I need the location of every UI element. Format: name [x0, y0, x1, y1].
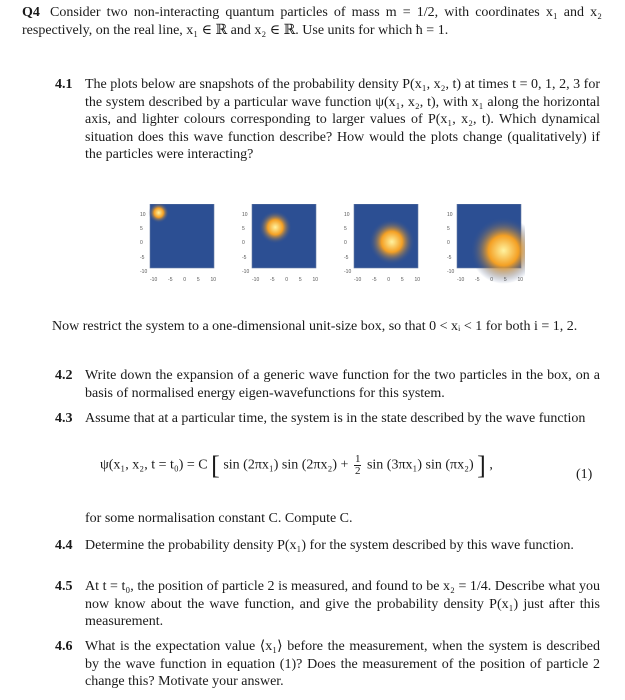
part-4-2	[55, 367, 600, 402]
probability-peak	[259, 211, 292, 244]
part-number: 4.4	[55, 538, 73, 553]
question-intro-text: Consider two non-interacting quantum particles of mass m = 1/2, with coordinates x₁ and x₂ respectively, on the real line, x₁ ∈ ℝ and x₂ ∈ ℝ. Use units for which ħ = 1.	[22, 5, 602, 38]
part-4-4	[55, 537, 600, 555]
bracket-close: ]	[477, 450, 486, 480]
x-tick-label: -5	[475, 277, 480, 283]
y-tick-label: 10	[140, 212, 146, 218]
x-tick-label: 0	[490, 277, 494, 283]
x-tick-label: -5	[168, 277, 173, 283]
y-tick-label: 10	[447, 212, 453, 218]
y-tick-label: -5	[447, 255, 452, 261]
density-plot-t3	[445, 204, 525, 314]
x-tick-label: -10	[252, 277, 260, 283]
y-tick-label: 5	[344, 226, 347, 232]
x-tick-label: -10	[150, 277, 158, 283]
part-text: Assume that at a particular time, the system is in the state described by the wave function	[85, 411, 586, 426]
bracket-open: [	[211, 450, 220, 480]
y-tick-label: -5	[344, 255, 349, 261]
part-text: Determine the probability density P(x₁) for the system described by this wave function.	[85, 538, 574, 553]
equation-term2: sin (3πx₁) sin (πx₂)	[366, 457, 474, 473]
equation-after-text: for some normalisation constant C. Compute C.	[85, 511, 353, 526]
y-tick-label: 0	[344, 240, 347, 246]
x-tick-label: 10	[312, 277, 318, 283]
equation-after	[85, 510, 600, 528]
x-tick-label: -10	[457, 277, 465, 283]
density-plot-t2	[342, 204, 422, 314]
y-tick-label: 0	[447, 240, 450, 246]
x-tick-label: 0	[387, 277, 391, 283]
x-tick-labels	[457, 272, 523, 290]
part-text: What is the expectation value ⟨x₁⟩ before the measurement, when the system is described by the wave function in equation (1)? Does the measurement of the position of particle 2 change this? Motivate your answer.	[85, 639, 600, 689]
y-tick-label: 10	[344, 212, 350, 218]
x-tick-labels	[252, 272, 318, 290]
y-tick-label: 0	[140, 240, 143, 246]
part-text: The plots below are snapshots of the probability density P(x₁, x₂, t) at times t = 0, 1, 2, 3 for the system described by a particular wave function ψ(x₁, x₂, t), with x₁ along the horizontal axis, and lighter colours corresponding to larger values of P(x₁, x₂, t). Which dynamical situation does this wave function describe? How would the plots change (qualitatively) if the particles were interacting?	[85, 77, 600, 162]
equation-lhs: ψ(x₁, x₂, t = t₀) = C	[100, 457, 208, 473]
density-plots	[138, 196, 548, 306]
x-tick-label: 10	[414, 277, 420, 283]
question-intro	[22, 4, 602, 39]
part-number: 4.6	[55, 639, 73, 654]
y-tick-label: 5	[242, 226, 245, 232]
y-tick-label: 5	[140, 226, 143, 232]
part-number: 4.5	[55, 579, 73, 594]
equation-number: (1)	[576, 467, 593, 482]
part-number: 4.2	[55, 368, 73, 383]
x-tick-label: -5	[372, 277, 377, 283]
equation-trail: ,	[489, 457, 493, 473]
part-text: At t = t₀, the position of particle 2 is measured, and found to be x₂ = 1/4. Describe what you now know about the wave function, and give the probability density P(x₁) just after this measurement.	[85, 579, 600, 629]
density-plot-t0	[138, 204, 218, 314]
x-tick-label: 5	[503, 277, 507, 283]
x-tick-label: 10	[517, 277, 523, 283]
y-tick-label: -10	[344, 269, 352, 275]
probability-peak	[369, 219, 415, 265]
x-tick-label: 5	[196, 277, 200, 283]
part-number: 4.1	[55, 77, 73, 92]
x-tick-label: 0	[285, 277, 289, 283]
restrict-paragraph	[52, 318, 600, 336]
y-tick-label: 0	[242, 240, 245, 246]
restrict-text: Now restrict the system to a one-dimensional unit-size box, so that 0 < xᵢ < 1 for both i = 1, 2.	[52, 319, 578, 334]
x-tick-label: 5	[298, 277, 302, 283]
part-4-5	[55, 578, 600, 631]
x-tick-labels	[150, 272, 216, 290]
part-4-6	[55, 638, 600, 691]
x-tick-label: -10	[354, 277, 362, 283]
x-tick-label: 10	[210, 277, 216, 283]
y-tick-label: -5	[140, 255, 145, 261]
density-plot-t1	[240, 204, 320, 314]
fraction-half: $\frac{1}{2}$	[354, 453, 361, 477]
y-tick-label: 10	[242, 212, 248, 218]
y-tick-label: -10	[242, 269, 250, 275]
x-tick-label: 0	[183, 277, 187, 283]
x-tick-label: -5	[270, 277, 275, 283]
y-tick-label: -10	[447, 269, 455, 275]
question-number: Q4	[22, 5, 40, 20]
y-tick-label: -10	[140, 269, 148, 275]
x-tick-label: 5	[400, 277, 404, 283]
part-4-3	[55, 410, 600, 428]
y-tick-label: -5	[242, 255, 247, 261]
part-4-1	[55, 76, 600, 164]
x-tick-labels	[354, 272, 420, 290]
y-tick-label: 5	[447, 226, 450, 232]
part-text: Write down the expansion of a generic wave function for the two particles in the box, on a basis of normalised energy eigen-wavefunctions for this system.	[85, 368, 600, 401]
equation-1	[100, 450, 600, 494]
equation-term1: sin (2πx₁) sin (2πx₂) +	[223, 457, 349, 473]
part-number: 4.3	[55, 411, 73, 426]
